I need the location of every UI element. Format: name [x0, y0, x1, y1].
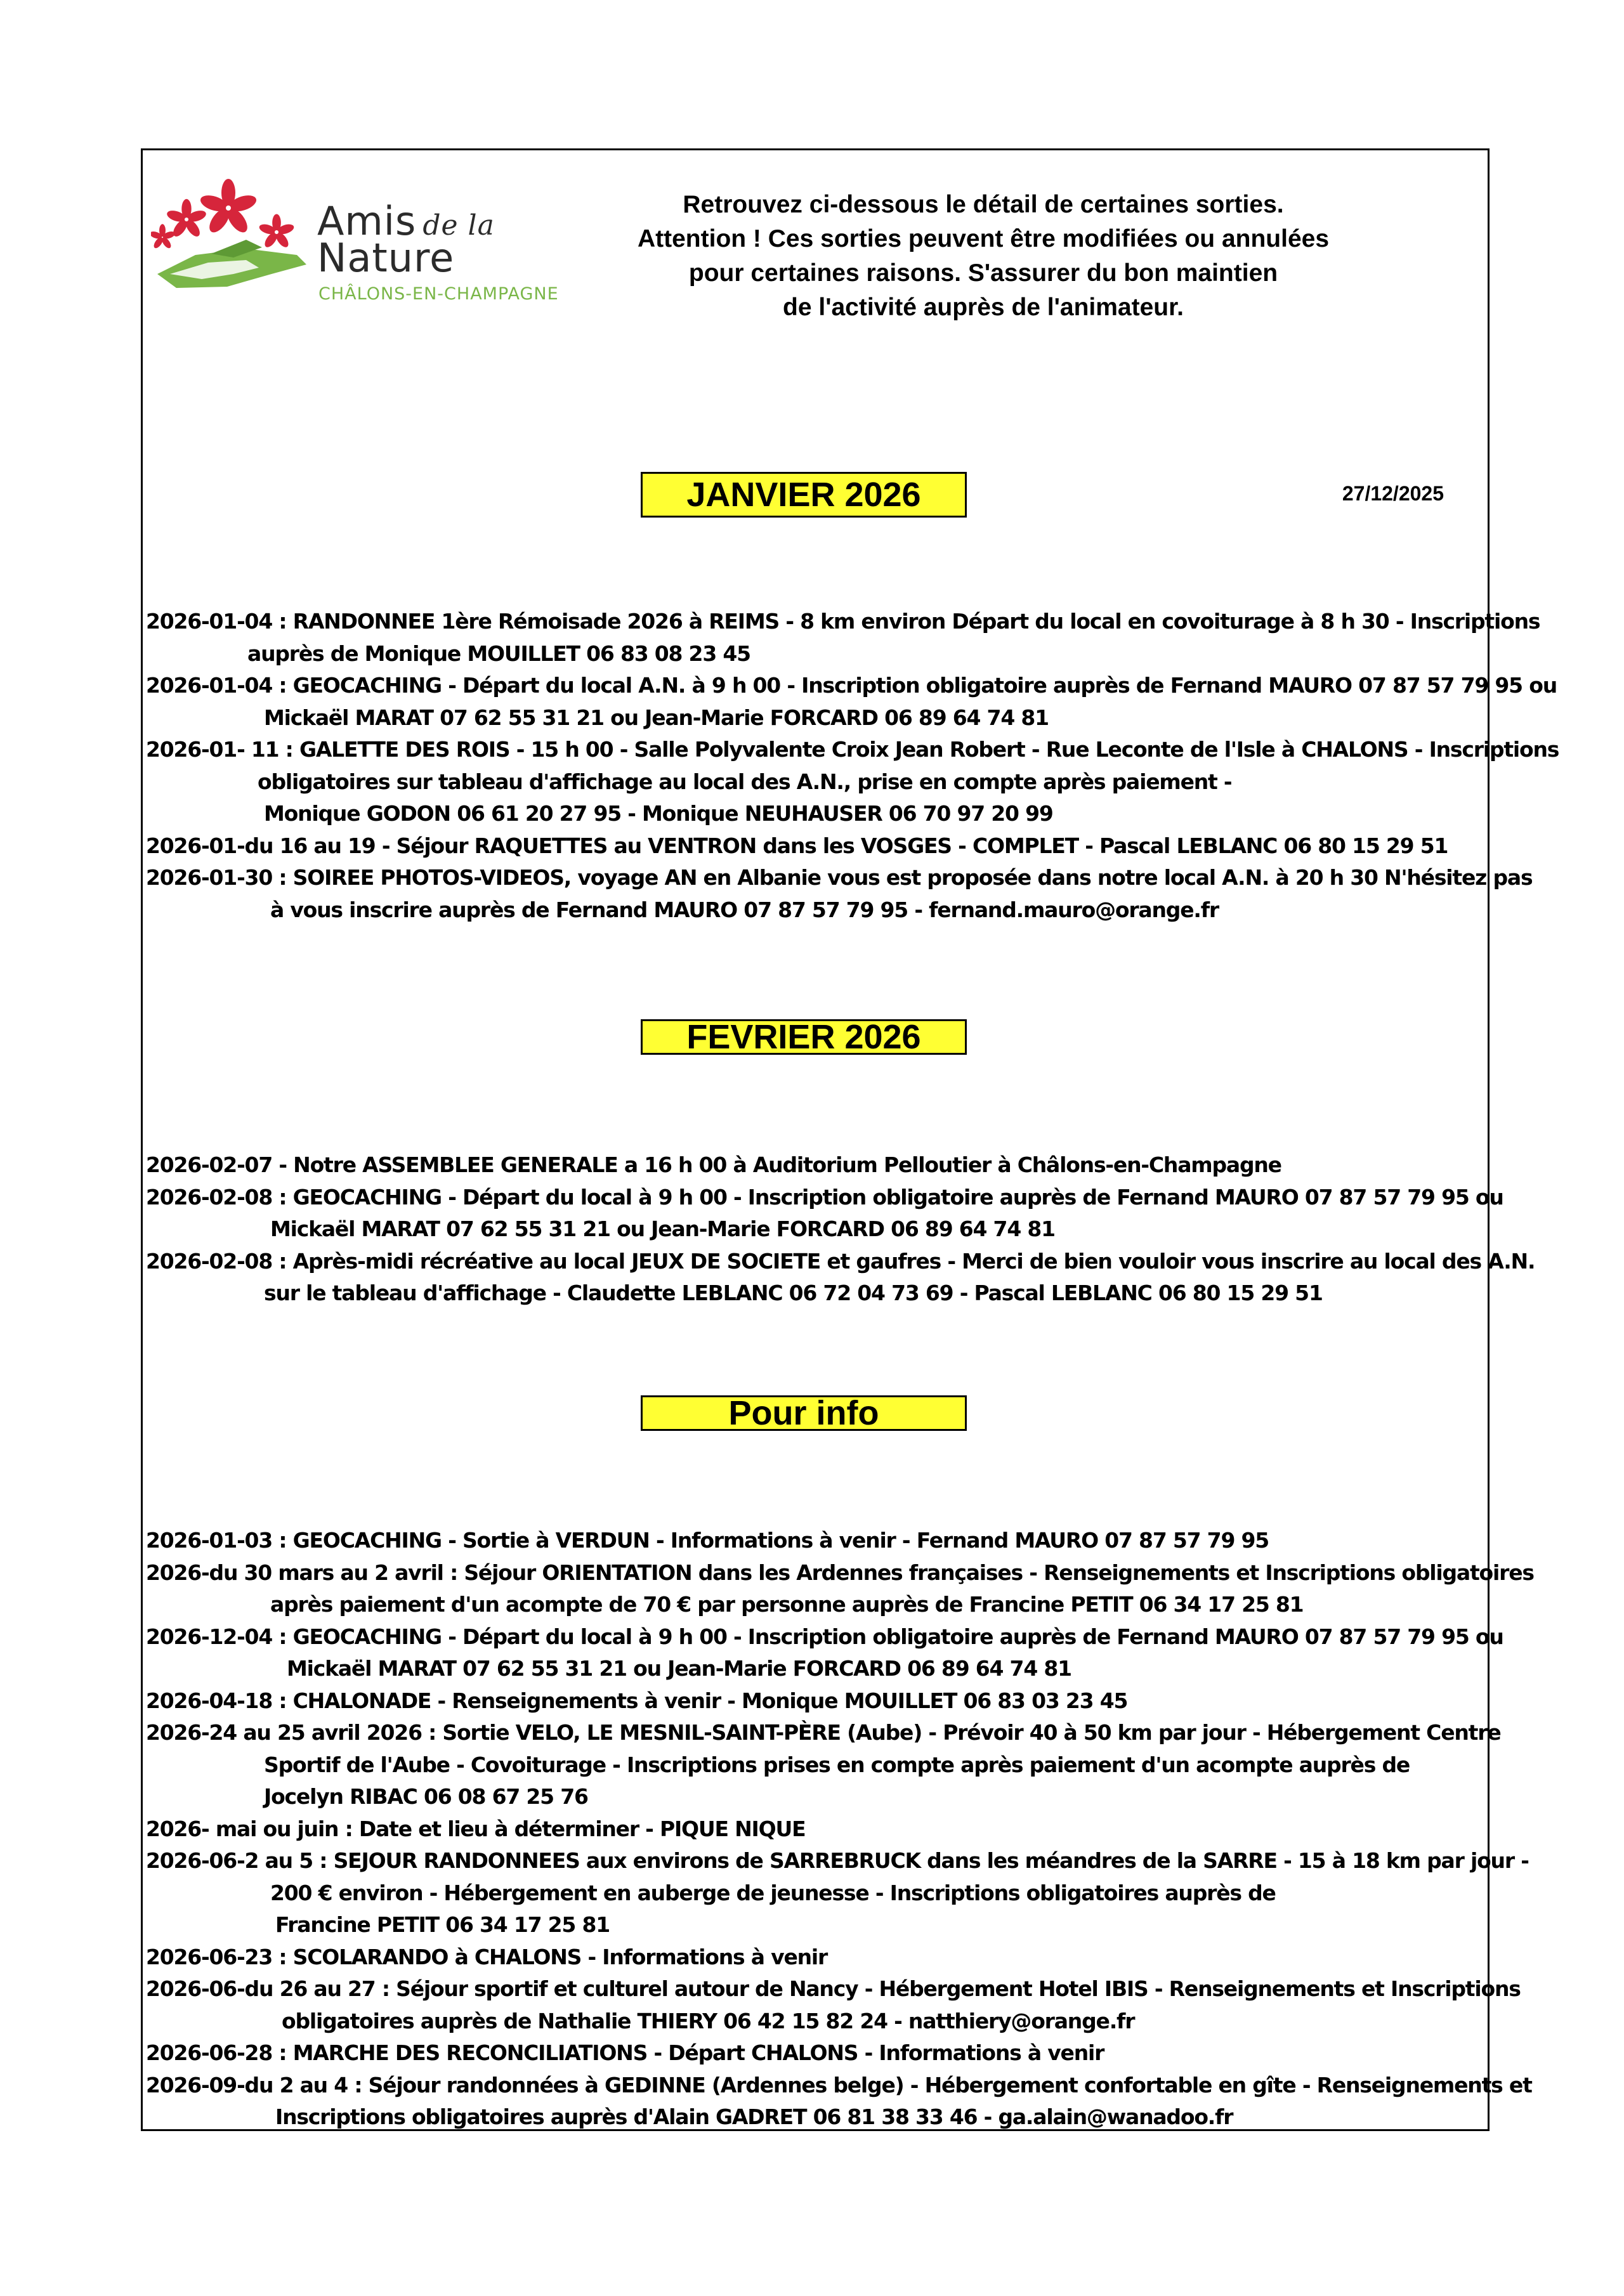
- event-continuation-line: à vous inscrire auprès de Fernand MAURO 07 87 57 79 95 - fernand.mauro@orange.fr: [270, 897, 1219, 922]
- logo-text-nature: Nature: [317, 235, 455, 281]
- logo: [151, 179, 620, 312]
- event-line: 2026-24 au 25 avril 2026 : Sortie VELO, LE MESNIL-SAINT-PÈRE (Aube) - Prévoir 40 à 50 km par jour - Hébergement Centre: [146, 1720, 1501, 1745]
- event-line: 2026-01-du 16 au 19 - Séjour RAQUETTES au VENTRON dans les VOSGES - COMPLET - Pascal LEBLANC 06 80 15 29 51: [146, 833, 1448, 858]
- event-continuation-line: 200 € environ - Hébergement en auberge de jeunesse - Inscriptions obligatoires auprès de: [270, 1880, 1276, 1905]
- event-line: 2026-02-07 - Notre ASSEMBLEE GENERALE a 16 h 00 à Auditorium Pelloutier à Châlons-en-Champagne: [146, 1152, 1281, 1177]
- logo-text-amis: Amis de la: [317, 198, 495, 244]
- section-title-janvier: JANVIER 2026: [641, 472, 967, 518]
- event-line: 2026-04-18 : CHALONADE - Renseignements à venir - Monique MOUILLET 06 83 03 23 45: [146, 1688, 1128, 1713]
- event-line: 2026-06-23 : SCOLARANDO à CHALONS - Informations à venir: [146, 1944, 828, 1969]
- event-line: 2026-09-du 2 au 4 : Séjour randonnées à GEDINNE (Ardennes belge) - Hébergement confortable en gîte - Renseignements et: [146, 2072, 1532, 2097]
- intro-line: Attention ! Ces sorties peuvent être modifiées ou annulées: [637, 225, 1330, 252]
- event-line: 2026- mai ou juin : Date et lieu à déterminer - PIQUE NIQUE: [146, 1816, 806, 1841]
- intro-line: Retrouvez ci-dessous le détail de certaines sorties.: [683, 191, 1284, 218]
- event-continuation-line: obligatoires sur tableau d'affichage au local des A.N., prise en compte après paiement -: [258, 769, 1232, 794]
- event-continuation-line: Mickaël MARAT 07 62 55 31 21 ou Jean-Marie FORCARD 06 89 64 74 81: [264, 705, 1049, 730]
- flower-icon: [151, 179, 295, 250]
- event-continuation-line: Jocelyn RIBAC 06 08 67 25 76: [264, 1784, 588, 1809]
- intro-line: de l'activité auprès de l'animateur.: [783, 294, 1184, 321]
- intro-line: pour certaines raisons. S'assurer du bon maintien: [688, 259, 1278, 287]
- section-title-fevrier: FEVRIER 2026: [641, 1019, 967, 1055]
- logo-text-city: CHÂLONS-EN-CHAMPAGNE: [318, 284, 559, 304]
- event-continuation-line: Inscriptions obligatoires auprès d'Alain GADRET 06 81 38 33 46 - ga.alain@wanadoo.fr: [275, 2104, 1233, 2129]
- event-line: 2026-01-04 : RANDONNEE 1ère Rémoisade 2026 à REIMS - 8 km environ Départ du local en covoiturage à 8 h 30 - Inscriptions: [146, 609, 1540, 634]
- event-line: 2026-06-2 au 5 : SEJOUR RANDONNEES aux environs de SARREBRUCK dans les méandres de la SARRE - 15 à 18 km par jour -: [146, 1848, 1529, 1873]
- event-line: 2026-12-04 : GEOCACHING - Départ du local à 9 h 00 - Inscription obligatoire auprès de Fernand MAURO 07 87 57 79 95 ou: [146, 1624, 1503, 1649]
- event-continuation-line: Francine PETIT 06 34 17 25 81: [275, 1912, 610, 1937]
- event-line: 2026-du 30 mars au 2 avril : Séjour ORIENTATION dans les Ardennes françaises - Renseignements et Inscriptions obligatoires: [146, 1560, 1534, 1585]
- events-list-fevrier: [146, 1149, 1535, 1310]
- event-continuation-line: sur le tableau d'affichage - Claudette LEBLANC 06 72 04 73 69 - Pascal LEBLANC 06 80 15 29 51: [264, 1281, 1323, 1305]
- event-line: 2026-06-du 26 au 27 : Séjour sportif et culturel autour de Nancy - Hébergement Hotel IBIS - Renseignements et Inscriptions: [146, 1976, 1521, 2001]
- document-date: 27/12/2025: [1342, 482, 1444, 505]
- events-list-janvier: [146, 606, 1559, 926]
- event-line: 2026-01-03 : GEOCACHING - Sortie à VERDUN - Informations à venir - Fernand MAURO 07 87 57 79 95: [146, 1528, 1269, 1553]
- event-line: 2026-02-08 : GEOCACHING - Départ du local à 9 h 00 - Inscription obligatoire auprès de Fernand MAURO 07 87 57 79 95 ou: [146, 1184, 1503, 1210]
- event-continuation-line: après paiement d'un acompte de 70 € par personne auprès de Francine PETIT 06 34 17 25 81: [270, 1592, 1304, 1617]
- handshake-icon: [157, 240, 306, 288]
- event-line: 2026-01- 11 : GALETTE DES ROIS - 15 h 00 - Salle Polyvalente Croix Jean Robert - Rue Leconte de l'Isle à CHALONS - Inscriptions: [146, 737, 1559, 762]
- event-continuation-line: obligatoires auprès de Nathalie THIERY 06 42 15 82 24 - natthiery@orange.fr: [282, 2008, 1135, 2033]
- event-continuation-line: Mickaël MARAT 07 62 55 31 21 ou Jean-Marie FORCARD 06 89 64 74 81: [270, 1216, 1055, 1241]
- event-line: 2026-06-28 : MARCHE DES RECONCILIATIONS - Départ CHALONS - Informations à venir: [146, 2040, 1104, 2065]
- event-continuation-line: auprès de Monique MOUILLET 06 83 08 23 45: [247, 641, 750, 666]
- section-title-pour-info: Pour info: [641, 1395, 967, 1431]
- event-continuation-line: Sportif de l'Aube - Covoiturage - Inscriptions prises en compte après paiement d'un acompte auprès de: [264, 1752, 1410, 1777]
- event-continuation-line: Monique GODON 06 61 20 27 95 - Monique NEUHAUSER 06 70 97 20 99: [264, 801, 1053, 826]
- events-list-pour-info: [146, 1525, 1534, 2134]
- event-line: 2026-01-30 : SOIREE PHOTOS-VIDEOS, voyage AN en Albanie vous est proposée dans notre local A.N. à 20 h 30 N'hésitez pas: [146, 865, 1533, 890]
- event-line: 2026-02-08 : Après-midi récréative au local JEUX DE SOCIETE et gaufres - Merci de bien vouloir vous inscrire au local des A.N.: [146, 1248, 1535, 1274]
- intro-notice: [590, 188, 1377, 325]
- event-continuation-line: Mickaël MARAT 07 62 55 31 21 ou Jean-Marie FORCARD 06 89 64 74 81: [287, 1656, 1071, 1681]
- event-line: 2026-01-04 : GEOCACHING - Départ du local A.N. à 9 h 00 - Inscription obligatoire auprès de Fernand MAURO 07 87 57 79 95 ou: [146, 673, 1557, 698]
- logo-graphic: [151, 179, 316, 299]
